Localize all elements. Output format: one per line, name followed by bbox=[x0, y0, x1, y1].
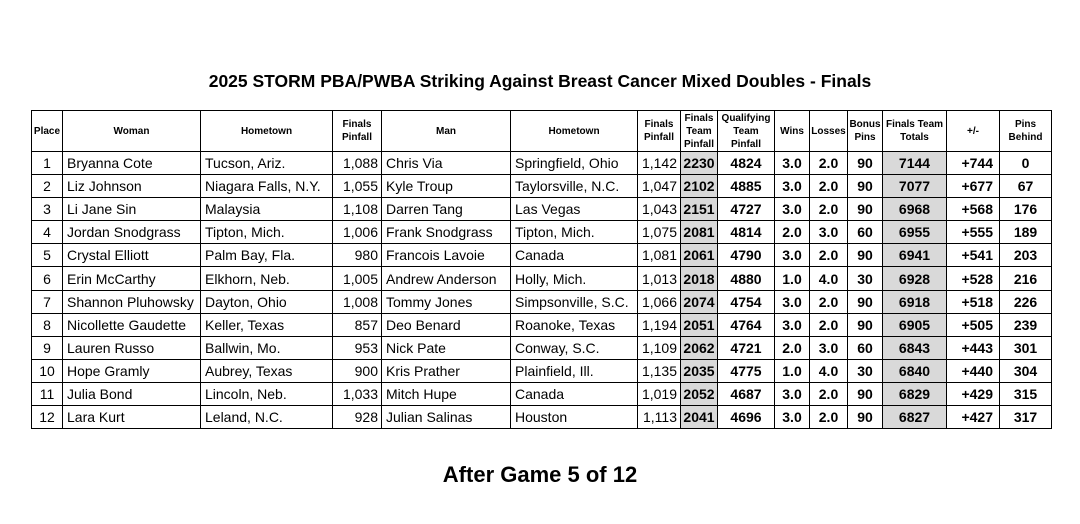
cell-pins-behind: 239 bbox=[1000, 313, 1052, 336]
table-row bbox=[32, 198, 1052, 221]
cell-woman: Julia Bond bbox=[63, 382, 201, 405]
cell-man: Julian Salinas bbox=[382, 406, 511, 429]
table-row bbox=[32, 313, 1052, 336]
cell-man-finals-pinfall: 1,013 bbox=[638, 267, 681, 290]
cell-bonus-pins: 90 bbox=[848, 382, 883, 405]
cell-finals-team-pinfall: 2062 bbox=[681, 336, 718, 359]
cell-finals-team-pinfall: 2081 bbox=[681, 221, 718, 244]
cell-qualifying-team-pinfall: 4687 bbox=[718, 382, 775, 405]
cell-man-hometown: Conway, S.C. bbox=[511, 336, 638, 359]
cell-plus-minus: +568 bbox=[947, 198, 1000, 221]
standings-table bbox=[31, 110, 1052, 429]
cell-place: 8 bbox=[32, 313, 63, 336]
column-header-woman: Woman bbox=[63, 111, 201, 152]
cell-man: Kris Prather bbox=[382, 359, 511, 382]
cell-finals-team-pinfall: 2230 bbox=[681, 152, 718, 175]
column-header-losses: Losses bbox=[810, 111, 848, 152]
cell-woman: Liz Johnson bbox=[63, 175, 201, 198]
cell-finals-team-pinfall: 2061 bbox=[681, 244, 718, 267]
cell-losses: 2.0 bbox=[810, 406, 848, 429]
table-row bbox=[32, 152, 1052, 175]
cell-plus-minus: +541 bbox=[947, 244, 1000, 267]
cell-finals-team-totals: 6827 bbox=[883, 406, 947, 429]
cell-place: 3 bbox=[32, 198, 63, 221]
column-header-pins-behind: Pins Behind bbox=[1000, 111, 1052, 152]
column-header-woman-finals-pinfall: Finals Pinfall bbox=[333, 111, 382, 152]
cell-qualifying-team-pinfall: 4696 bbox=[718, 406, 775, 429]
cell-pins-behind: 0 bbox=[1000, 152, 1052, 175]
column-header-man-finals-pinfall: Finals Pinfall bbox=[638, 111, 681, 152]
cell-plus-minus: +518 bbox=[947, 290, 1000, 313]
cell-man-hometown: Plainfield, Ill. bbox=[511, 359, 638, 382]
table-row bbox=[32, 221, 1052, 244]
cell-woman-finals-pinfall: 1,005 bbox=[333, 267, 382, 290]
cell-finals-team-pinfall: 2151 bbox=[681, 198, 718, 221]
table-row bbox=[32, 267, 1052, 290]
cell-woman-finals-pinfall: 1,006 bbox=[333, 221, 382, 244]
cell-wins: 3.0 bbox=[775, 406, 810, 429]
cell-plus-minus: +555 bbox=[947, 221, 1000, 244]
table-row bbox=[32, 244, 1052, 267]
cell-wins: 3.0 bbox=[775, 382, 810, 405]
cell-man-finals-pinfall: 1,047 bbox=[638, 175, 681, 198]
cell-pins-behind: 317 bbox=[1000, 406, 1052, 429]
cell-woman: Lara Kurt bbox=[63, 406, 201, 429]
table-row bbox=[32, 359, 1052, 382]
cell-woman-hometown: Ballwin, Mo. bbox=[201, 336, 333, 359]
cell-man: Francois Lavoie bbox=[382, 244, 511, 267]
cell-losses: 2.0 bbox=[810, 313, 848, 336]
cell-woman: Crystal Elliott bbox=[63, 244, 201, 267]
cell-qualifying-team-pinfall: 4824 bbox=[718, 152, 775, 175]
cell-plus-minus: +443 bbox=[947, 336, 1000, 359]
cell-man-hometown: Houston bbox=[511, 406, 638, 429]
cell-man-finals-pinfall: 1,043 bbox=[638, 198, 681, 221]
cell-place: 7 bbox=[32, 290, 63, 313]
column-header-man: Man bbox=[382, 111, 511, 152]
cell-place: 5 bbox=[32, 244, 63, 267]
cell-place: 4 bbox=[32, 221, 63, 244]
table-row bbox=[32, 336, 1052, 359]
cell-man-finals-pinfall: 1,135 bbox=[638, 359, 681, 382]
cell-man-finals-pinfall: 1,142 bbox=[638, 152, 681, 175]
cell-qualifying-team-pinfall: 4790 bbox=[718, 244, 775, 267]
cell-place: 12 bbox=[32, 406, 63, 429]
cell-losses: 3.0 bbox=[810, 221, 848, 244]
cell-man-hometown: Canada bbox=[511, 382, 638, 405]
cell-wins: 1.0 bbox=[775, 267, 810, 290]
cell-man: Frank Snodgrass bbox=[382, 221, 511, 244]
cell-wins: 3.0 bbox=[775, 175, 810, 198]
cell-finals-team-totals: 6918 bbox=[883, 290, 947, 313]
column-header-wins: Wins bbox=[775, 111, 810, 152]
cell-bonus-pins: 60 bbox=[848, 221, 883, 244]
cell-finals-team-totals: 6928 bbox=[883, 267, 947, 290]
page-title: 2025 STORM PBA/PWBA Striking Against Breast Cancer Mixed Doubles - Finals bbox=[208, 71, 872, 91]
cell-man: Nick Pate bbox=[382, 336, 511, 359]
cell-plus-minus: +677 bbox=[947, 175, 1000, 198]
table-row bbox=[32, 406, 1052, 429]
cell-pins-behind: 304 bbox=[1000, 359, 1052, 382]
cell-man: Chris Via bbox=[382, 152, 511, 175]
cell-finals-team-pinfall: 2035 bbox=[681, 359, 718, 382]
cell-woman: Li Jane Sin bbox=[63, 198, 201, 221]
column-header-bonus-pins: Bonus Pins bbox=[848, 111, 883, 152]
cell-place: 9 bbox=[32, 336, 63, 359]
cell-woman-hometown: Tucson, Ariz. bbox=[201, 152, 333, 175]
cell-woman-hometown: Niagara Falls, N.Y. bbox=[201, 175, 333, 198]
cell-woman-finals-pinfall: 900 bbox=[333, 359, 382, 382]
cell-finals-team-pinfall: 2052 bbox=[681, 382, 718, 405]
cell-woman-finals-pinfall: 1,055 bbox=[333, 175, 382, 198]
cell-woman: Hope Gramly bbox=[63, 359, 201, 382]
column-header-finals-team-pinfall: Finals Team Pinfall bbox=[681, 111, 718, 152]
cell-finals-team-totals: 6843 bbox=[883, 336, 947, 359]
cell-qualifying-team-pinfall: 4885 bbox=[718, 175, 775, 198]
cell-bonus-pins: 60 bbox=[848, 336, 883, 359]
cell-finals-team-totals: 7077 bbox=[883, 175, 947, 198]
cell-man: Deo Benard bbox=[382, 313, 511, 336]
cell-wins: 3.0 bbox=[775, 198, 810, 221]
cell-finals-team-totals: 7144 bbox=[883, 152, 947, 175]
cell-man: Kyle Troup bbox=[382, 175, 511, 198]
cell-pins-behind: 216 bbox=[1000, 267, 1052, 290]
cell-qualifying-team-pinfall: 4727 bbox=[718, 198, 775, 221]
cell-woman-finals-pinfall: 1,088 bbox=[333, 152, 382, 175]
cell-finals-team-pinfall: 2041 bbox=[681, 406, 718, 429]
cell-place: 6 bbox=[32, 267, 63, 290]
column-header-plus-minus: +/- bbox=[947, 111, 1000, 152]
cell-man-finals-pinfall: 1,075 bbox=[638, 221, 681, 244]
cell-pins-behind: 203 bbox=[1000, 244, 1052, 267]
cell-wins: 1.0 bbox=[775, 359, 810, 382]
cell-finals-team-totals: 6840 bbox=[883, 359, 947, 382]
cell-woman-finals-pinfall: 928 bbox=[333, 406, 382, 429]
cell-bonus-pins: 90 bbox=[848, 244, 883, 267]
cell-man-finals-pinfall: 1,109 bbox=[638, 336, 681, 359]
cell-wins: 3.0 bbox=[775, 152, 810, 175]
cell-woman: Lauren Russo bbox=[63, 336, 201, 359]
cell-woman-hometown: Malaysia bbox=[201, 198, 333, 221]
cell-man-hometown: Canada bbox=[511, 244, 638, 267]
cell-plus-minus: +427 bbox=[947, 406, 1000, 429]
table-body bbox=[32, 152, 1052, 429]
cell-plus-minus: +744 bbox=[947, 152, 1000, 175]
cell-woman-finals-pinfall: 1,033 bbox=[333, 382, 382, 405]
cell-woman: Nicollette Gaudette bbox=[63, 313, 201, 336]
cell-finals-team-pinfall: 2074 bbox=[681, 290, 718, 313]
cell-plus-minus: +429 bbox=[947, 382, 1000, 405]
cell-man: Darren Tang bbox=[382, 198, 511, 221]
cell-man-hometown: Roanoke, Texas bbox=[511, 313, 638, 336]
cell-qualifying-team-pinfall: 4880 bbox=[718, 267, 775, 290]
cell-woman-hometown: Leland, N.C. bbox=[201, 406, 333, 429]
cell-finals-team-totals: 6968 bbox=[883, 198, 947, 221]
column-header-man-hometown: Hometown bbox=[511, 111, 638, 152]
cell-woman-finals-pinfall: 980 bbox=[333, 244, 382, 267]
cell-place: 10 bbox=[32, 359, 63, 382]
cell-woman: Bryanna Cote bbox=[63, 152, 201, 175]
cell-pins-behind: 67 bbox=[1000, 175, 1052, 198]
cell-plus-minus: +528 bbox=[947, 267, 1000, 290]
cell-man-hometown: Simpsonville, S.C. bbox=[511, 290, 638, 313]
cell-woman: Shannon Pluhowsky bbox=[63, 290, 201, 313]
cell-bonus-pins: 90 bbox=[848, 290, 883, 313]
cell-wins: 3.0 bbox=[775, 313, 810, 336]
cell-wins: 2.0 bbox=[775, 221, 810, 244]
game-progress-label: After Game 5 of 12 bbox=[442, 462, 638, 487]
cell-man-finals-pinfall: 1,194 bbox=[638, 313, 681, 336]
cell-losses: 3.0 bbox=[810, 336, 848, 359]
cell-losses: 2.0 bbox=[810, 152, 848, 175]
cell-bonus-pins: 90 bbox=[848, 313, 883, 336]
cell-qualifying-team-pinfall: 4754 bbox=[718, 290, 775, 313]
cell-qualifying-team-pinfall: 4814 bbox=[718, 221, 775, 244]
cell-man-finals-pinfall: 1,019 bbox=[638, 382, 681, 405]
cell-pins-behind: 176 bbox=[1000, 198, 1052, 221]
cell-pins-behind: 315 bbox=[1000, 382, 1052, 405]
cell-man-finals-pinfall: 1,081 bbox=[638, 244, 681, 267]
cell-finals-team-totals: 6905 bbox=[883, 313, 947, 336]
table-header bbox=[32, 111, 1052, 152]
cell-woman-hometown: Palm Bay, Fla. bbox=[201, 244, 333, 267]
cell-finals-team-pinfall: 2102 bbox=[681, 175, 718, 198]
cell-losses: 2.0 bbox=[810, 198, 848, 221]
cell-finals-team-totals: 6829 bbox=[883, 382, 947, 405]
column-header-woman-hometown: Hometown bbox=[201, 111, 333, 152]
cell-woman: Erin McCarthy bbox=[63, 267, 201, 290]
cell-pins-behind: 226 bbox=[1000, 290, 1052, 313]
cell-pins-behind: 301 bbox=[1000, 336, 1052, 359]
cell-man-hometown: Las Vegas bbox=[511, 198, 638, 221]
cell-woman-finals-pinfall: 953 bbox=[333, 336, 382, 359]
cell-woman-hometown: Aubrey, Texas bbox=[201, 359, 333, 382]
cell-man-hometown: Springfield, Ohio bbox=[511, 152, 638, 175]
cell-bonus-pins: 30 bbox=[848, 267, 883, 290]
cell-man: Andrew Anderson bbox=[382, 267, 511, 290]
cell-plus-minus: +440 bbox=[947, 359, 1000, 382]
cell-losses: 2.0 bbox=[810, 382, 848, 405]
table-row bbox=[32, 290, 1052, 313]
cell-woman-hometown: Tipton, Mich. bbox=[201, 221, 333, 244]
cell-finals-team-pinfall: 2018 bbox=[681, 267, 718, 290]
cell-wins: 3.0 bbox=[775, 244, 810, 267]
cell-man: Tommy Jones bbox=[382, 290, 511, 313]
cell-bonus-pins: 90 bbox=[848, 198, 883, 221]
cell-man-finals-pinfall: 1,113 bbox=[638, 406, 681, 429]
cell-woman-hometown: Dayton, Ohio bbox=[201, 290, 333, 313]
cell-man-hometown: Tipton, Mich. bbox=[511, 221, 638, 244]
column-header-qualifying-team-pinfall: Qualifying Team Pinfall bbox=[718, 111, 775, 152]
cell-qualifying-team-pinfall: 4775 bbox=[718, 359, 775, 382]
cell-bonus-pins: 90 bbox=[848, 406, 883, 429]
cell-plus-minus: +505 bbox=[947, 313, 1000, 336]
cell-woman-hometown: Keller, Texas bbox=[201, 313, 333, 336]
table-row bbox=[32, 382, 1052, 405]
cell-wins: 3.0 bbox=[775, 290, 810, 313]
cell-place: 11 bbox=[32, 382, 63, 405]
cell-man-finals-pinfall: 1,066 bbox=[638, 290, 681, 313]
cell-man: Mitch Hupe bbox=[382, 382, 511, 405]
cell-pins-behind: 189 bbox=[1000, 221, 1052, 244]
cell-bonus-pins: 30 bbox=[848, 359, 883, 382]
cell-place: 1 bbox=[32, 152, 63, 175]
cell-woman-finals-pinfall: 1,008 bbox=[333, 290, 382, 313]
cell-finals-team-totals: 6941 bbox=[883, 244, 947, 267]
cell-woman: Jordan Snodgrass bbox=[63, 221, 201, 244]
cell-bonus-pins: 90 bbox=[848, 152, 883, 175]
column-header-place: Place bbox=[32, 111, 63, 152]
cell-losses: 4.0 bbox=[810, 359, 848, 382]
cell-woman-finals-pinfall: 857 bbox=[333, 313, 382, 336]
cell-losses: 2.0 bbox=[810, 175, 848, 198]
cell-qualifying-team-pinfall: 4721 bbox=[718, 336, 775, 359]
cell-wins: 2.0 bbox=[775, 336, 810, 359]
table-row bbox=[32, 175, 1052, 198]
cell-finals-team-totals: 6955 bbox=[883, 221, 947, 244]
cell-man-hometown: Taylorsville, N.C. bbox=[511, 175, 638, 198]
cell-woman-hometown: Lincoln, Neb. bbox=[201, 382, 333, 405]
cell-losses: 2.0 bbox=[810, 244, 848, 267]
cell-woman-finals-pinfall: 1,108 bbox=[333, 198, 382, 221]
cell-finals-team-pinfall: 2051 bbox=[681, 313, 718, 336]
column-header-finals-team-totals: Finals Team Totals bbox=[883, 111, 947, 152]
cell-bonus-pins: 90 bbox=[848, 175, 883, 198]
cell-qualifying-team-pinfall: 4764 bbox=[718, 313, 775, 336]
cell-man-hometown: Holly, Mich. bbox=[511, 267, 638, 290]
cell-losses: 4.0 bbox=[810, 267, 848, 290]
cell-woman-hometown: Elkhorn, Neb. bbox=[201, 267, 333, 290]
cell-place: 2 bbox=[32, 175, 63, 198]
cell-losses: 2.0 bbox=[810, 290, 848, 313]
